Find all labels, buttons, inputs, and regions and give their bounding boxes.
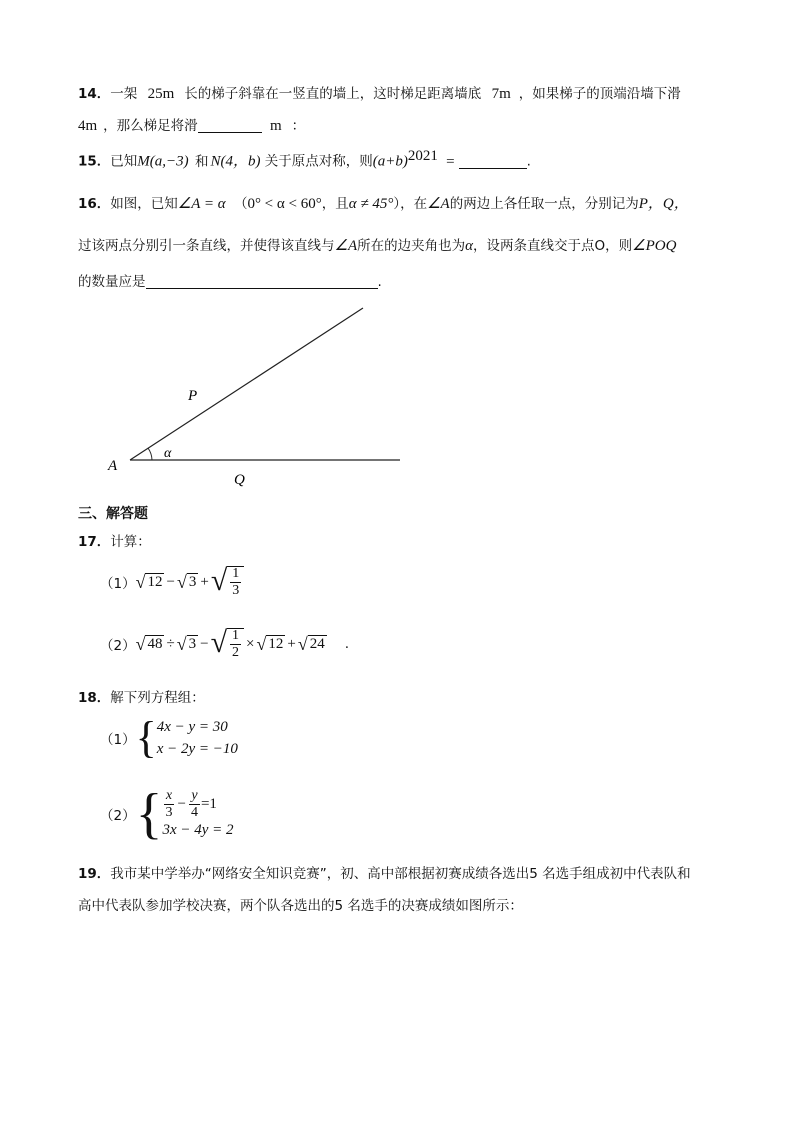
angle-arc	[148, 448, 152, 460]
q16-answer-blank[interactable]	[146, 274, 378, 289]
q14-number: 14．	[78, 86, 111, 102]
q15-answer-blank[interactable]	[459, 154, 527, 169]
q19-line2: 高中代表队参加学校决赛，两个队各选出的5 名选手的决赛成绩如图所示：	[78, 898, 523, 914]
q18-part2: （2） { $\frac{x}{3}$ − $\frac{y}{4}$ =1 3x − 4y = 2	[100, 783, 234, 845]
label-alpha: α	[164, 446, 172, 461]
q14-line1: 14．一架 25m 长的梯子斜靠在一竖直的墙上，这时梯足距离墙底 7m ，如果梯子的顶端沿墙下滑	[78, 86, 681, 102]
q16-angle-figure	[100, 300, 420, 500]
q15-line: 15．已知M(a,−3) 和 N(4，b) 关于原点对称，则$(a+b)^{2021}$ = .	[78, 148, 531, 170]
q18-title: 18．解下列方程组：	[78, 690, 205, 706]
q18-number: 18．	[78, 690, 111, 706]
q16-line3: 的数量应是 .	[78, 274, 382, 290]
q19-number: 19．	[78, 866, 111, 882]
q17-part2: （2） √ 48 ÷ √ 3 − √ $\frac{1}{2}$ × √ 12 + √ 24 .	[100, 626, 350, 660]
ray-ap	[130, 308, 363, 460]
label-q: Q	[234, 472, 245, 488]
q17-number: 17．	[78, 534, 111, 550]
q16-number: 16．	[78, 196, 111, 212]
q17-part1: （1） √ 12 − √ 3 + √ $\frac{1}{3}$	[100, 566, 244, 598]
q18-part1: （1） { 4x − y = 30 x − 2y = −10	[100, 713, 238, 762]
q19-line1: 19．我市某中学举办“网络安全知识竞赛”，初、高中部根据初赛成绩各选出5 名选手组成初中代表队和	[78, 866, 691, 882]
q16-line2: 过该两点分别引一条直线，并使得该直线与∠A所在的边夹角也为α，设两条直线交于点O，则∠POQ	[78, 238, 677, 254]
q16-line1: 16．如图，已知∠A = α （0° < α < 60°，且α ≠ 45°），在∠A的两边上各任取一点，分别记为P，Q，	[78, 196, 689, 212]
q14-answer-blank[interactable]	[198, 118, 262, 133]
label-p: P	[188, 388, 198, 404]
q15-number: 15．	[78, 153, 111, 170]
section-heading: 三、解答题	[78, 506, 148, 522]
label-a: A	[108, 458, 118, 474]
q14-line2: 4m ，那么梯足将滑 m ：	[78, 118, 306, 134]
q17-title: 17．计算：	[78, 534, 151, 550]
